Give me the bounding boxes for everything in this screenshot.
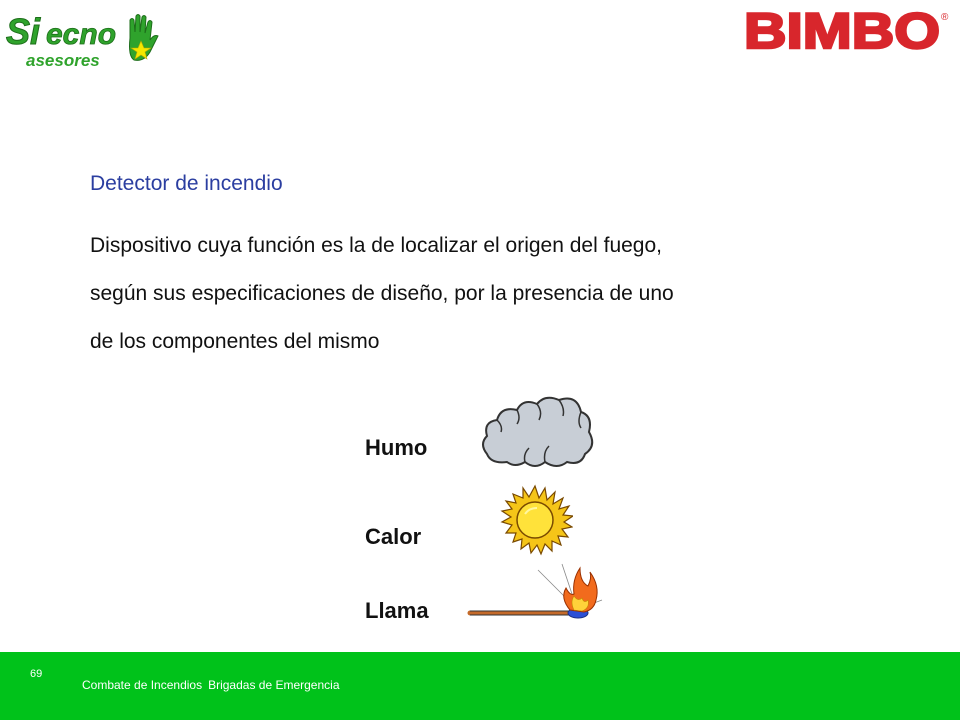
- burning-match-icon: [466, 560, 606, 622]
- definition-paragraph: [90, 222, 870, 366]
- sun-icon: [497, 484, 573, 556]
- footer-bar: [0, 652, 960, 720]
- component-label-llama: Llama: [365, 598, 429, 623]
- footer-group-name: Brigadas de Emergencia: [208, 678, 340, 692]
- logo-tecno-text: ecno: [46, 18, 117, 51]
- registered-mark: ®: [941, 12, 949, 23]
- component-label-calor: Calor: [365, 524, 422, 549]
- logo-si-text: Si: [6, 11, 41, 52]
- footer-course-name: Combate de Incendios: [82, 678, 203, 692]
- component-label-humo: Humo: [365, 435, 428, 460]
- logo-asesores-text: asesores: [26, 51, 100, 70]
- hand-star-icon: [130, 15, 159, 61]
- paragraph-line: Dispositivo cuya función es la de localizar el origen del fuego,: [90, 234, 662, 257]
- footer-caption: [82, 678, 346, 692]
- paragraph-line: según sus especificaciones de diseño, por la presencia de uno: [90, 282, 674, 305]
- bimbo-logo-text: BIMBO: [744, 3, 940, 59]
- cloud-icon: [477, 392, 595, 470]
- sitecno-logo: [4, 8, 169, 70]
- bimbo-logo: [738, 2, 950, 60]
- paragraph-line: de los componentes del mismo: [90, 330, 380, 353]
- slide-heading: Detector de incendio: [90, 172, 283, 195]
- page-number: 69: [30, 668, 43, 680]
